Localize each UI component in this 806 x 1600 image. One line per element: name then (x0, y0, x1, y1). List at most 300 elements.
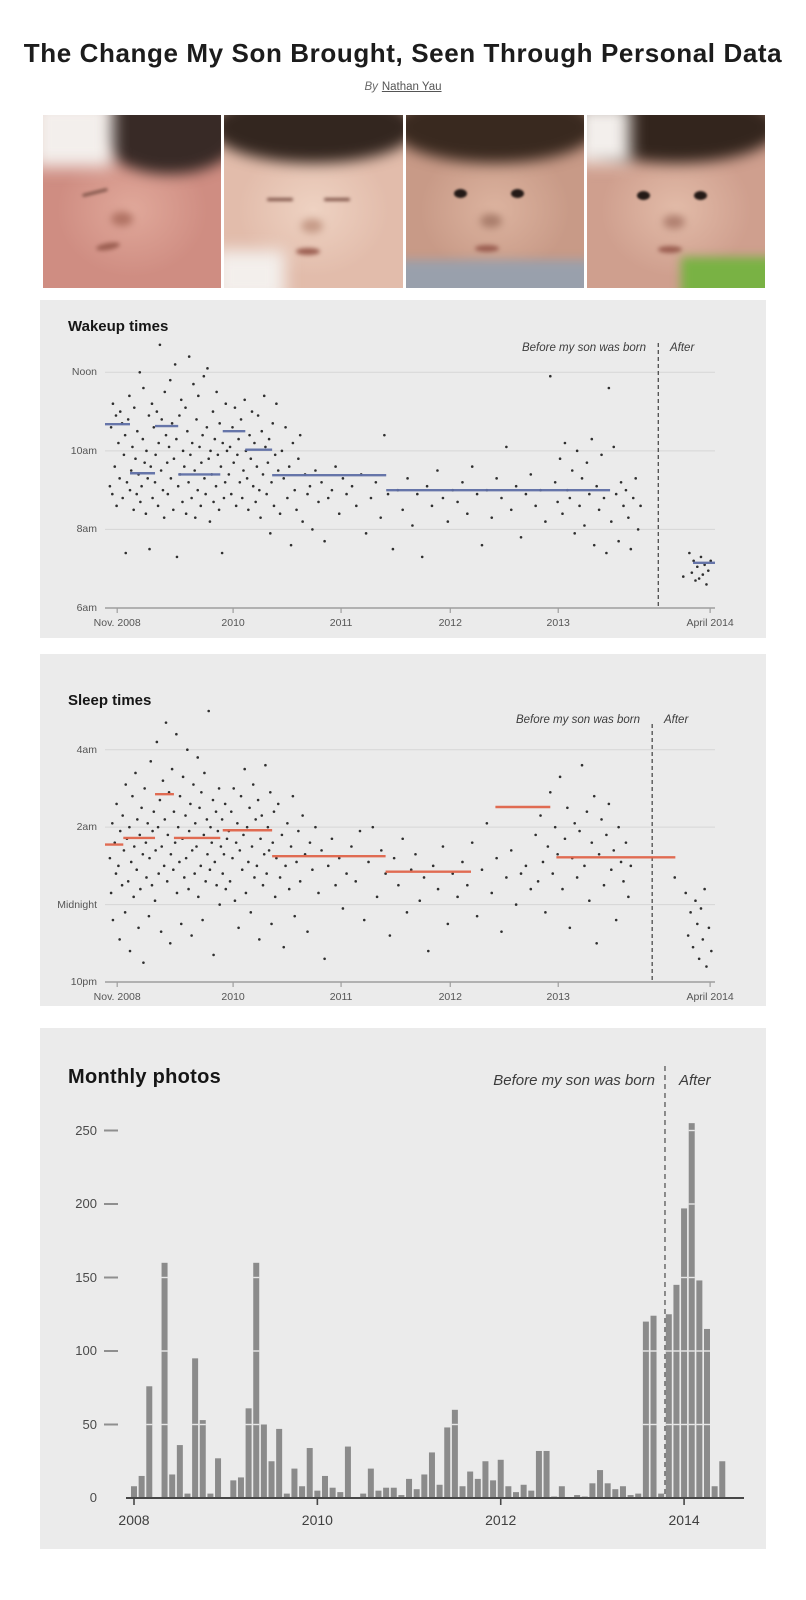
scatter-point (197, 395, 200, 398)
scatter-point (705, 583, 708, 586)
scatter-point (151, 830, 154, 833)
scatter-point (193, 469, 196, 472)
scatter-point (160, 930, 163, 933)
scatter-point (437, 888, 440, 891)
scatter-point (181, 501, 184, 504)
scatter-point (610, 520, 613, 523)
scatter-point (622, 880, 625, 883)
scatter-point (320, 849, 323, 852)
scatter-point (128, 395, 131, 398)
month-bar (269, 1461, 275, 1498)
baby-photo-1 (43, 115, 221, 288)
scatter-point (188, 355, 191, 358)
scatter-point (209, 826, 212, 829)
scatter-point (327, 497, 330, 500)
scatter-point (295, 508, 298, 511)
month-bar (406, 1479, 412, 1498)
scatter-point (691, 571, 694, 574)
scatter-point (273, 810, 276, 813)
scatter-point (224, 481, 227, 484)
scatter-point (292, 795, 295, 798)
month-bar (238, 1477, 244, 1498)
scatter-point (561, 888, 564, 891)
scatter-point (286, 497, 289, 500)
month-bar (475, 1479, 481, 1498)
background-highlight (587, 115, 630, 163)
x-axis-label: 2008 (118, 1512, 150, 1528)
scatter-point (251, 410, 254, 413)
scatter-point (282, 477, 285, 480)
scatter-point (185, 512, 188, 515)
scatter-point (401, 508, 404, 511)
scatter-point (301, 520, 304, 523)
scatter-point (115, 803, 118, 806)
scatter-point (124, 783, 127, 786)
scatter-point (220, 845, 223, 848)
photos-bar-canvas (40, 1028, 766, 1549)
scatter-point (461, 861, 464, 864)
scatter-point (608, 387, 611, 390)
scatter-point (212, 410, 215, 413)
scatter-point (224, 803, 227, 806)
scatter-point (214, 861, 217, 864)
scatter-point (311, 868, 314, 871)
scatter-point (556, 853, 559, 856)
scatter-point (345, 872, 348, 875)
y-axis-label: Noon (71, 366, 97, 379)
scatter-point (157, 826, 160, 829)
scatter-point (392, 548, 395, 551)
x-axis-label: 2012 (485, 1512, 517, 1528)
scatter-point (416, 493, 419, 496)
month-bar (452, 1410, 458, 1498)
after-birth-annotation: After (670, 342, 695, 354)
scatter-point (293, 915, 296, 918)
scatter-point (159, 799, 162, 802)
y-axis-label: 4am (76, 743, 97, 756)
scatter-point (288, 465, 291, 468)
scatter-point (525, 493, 528, 496)
scatter-point (136, 818, 139, 821)
scatter-point (306, 930, 309, 933)
scatter-point (231, 857, 234, 860)
scatter-point (145, 512, 148, 515)
scatter-point (254, 501, 257, 504)
scatter-point (471, 841, 474, 844)
scatter-point (167, 493, 170, 496)
scatter-point (603, 497, 606, 500)
scatter-point (171, 768, 174, 771)
scatter-point (166, 880, 169, 883)
scatter-point (578, 505, 581, 508)
scatter-point (121, 884, 124, 887)
scatter-point (234, 406, 237, 409)
scatter-point (256, 465, 259, 468)
scatter-point (221, 442, 224, 445)
scatter-point (189, 803, 192, 806)
scatter-point (559, 776, 562, 779)
month-bar (559, 1486, 565, 1498)
scatter-point (209, 868, 212, 871)
scatter-point (130, 469, 133, 472)
y-axis-label: 2am (76, 821, 97, 834)
scatter-point (206, 853, 209, 856)
scatter-point (218, 787, 221, 790)
scatter-point (687, 934, 690, 937)
scatter-point (447, 520, 450, 523)
scatter-point (203, 772, 206, 775)
scatter-point (232, 461, 235, 464)
scatter-point (702, 573, 705, 576)
scatter-point (123, 849, 126, 852)
scatter-point (637, 528, 640, 531)
scatter-point (617, 540, 620, 543)
scatter-point (146, 822, 149, 825)
scatter-point (406, 911, 409, 914)
scatter-point (145, 841, 148, 844)
scatter-point (115, 414, 118, 417)
scatter-point (615, 493, 618, 496)
scatter-point (142, 961, 145, 964)
scatter-point (129, 950, 132, 953)
month-bar (246, 1408, 252, 1498)
scatter-point (121, 814, 124, 817)
scatter-point (515, 903, 518, 906)
scatter-point (135, 493, 138, 496)
scatter-point (694, 899, 697, 902)
open-eye-icon (694, 191, 707, 200)
scatter-point (684, 892, 687, 895)
scatter-point (257, 799, 260, 802)
scatter-point (149, 760, 152, 763)
scatter-point (571, 469, 574, 472)
scatter-point (544, 520, 547, 523)
month-bar (200, 1420, 206, 1498)
scatter-point (182, 450, 185, 453)
scatter-point (183, 465, 186, 468)
scatter-point (588, 493, 591, 496)
month-bar (169, 1474, 175, 1498)
scatter-point (235, 841, 238, 844)
scatter-point (564, 442, 567, 445)
scatter-point (542, 861, 545, 864)
scatter-point (559, 457, 562, 460)
month-bar (368, 1469, 374, 1498)
scatter-point (207, 457, 210, 460)
scatter-point (148, 414, 151, 417)
scatter-point (306, 493, 309, 496)
scatter-point (159, 343, 162, 346)
scatter-point (145, 876, 148, 879)
scatter-point (246, 826, 249, 829)
scatter-point (130, 861, 133, 864)
scatter-point (707, 569, 710, 572)
scatter-point (143, 787, 146, 790)
scatter-point (259, 516, 262, 519)
scatter-point (226, 450, 229, 453)
scatter-point (700, 556, 703, 559)
scatter-point (281, 450, 284, 453)
scatter-point (129, 489, 132, 492)
scatter-point (564, 837, 567, 840)
month-bar (414, 1489, 420, 1498)
month-bar (139, 1476, 145, 1498)
scatter-point (263, 853, 266, 856)
scatter-point (418, 899, 421, 902)
scatter-point (243, 398, 246, 401)
scatter-point (140, 806, 143, 809)
scatter-point (495, 857, 498, 860)
scatter-point (314, 469, 317, 472)
scatter-point (288, 888, 291, 891)
scatter-point (259, 837, 262, 840)
scatter-point (172, 508, 175, 511)
scatter-point (292, 442, 295, 445)
scatter-point (192, 383, 195, 386)
month-bar (719, 1461, 725, 1498)
scatter-point (145, 450, 148, 453)
scatter-point (520, 536, 523, 539)
wakeup-host-canvas (40, 300, 766, 638)
scatter-point (334, 884, 337, 887)
scatter-point (314, 826, 317, 829)
scatter-point (617, 826, 620, 829)
month-bar (544, 1451, 550, 1498)
scatter-point (223, 497, 226, 500)
scatter-point (264, 764, 267, 767)
scatter-point (174, 841, 177, 844)
scatter-point (239, 849, 242, 852)
scatter-point (203, 375, 206, 378)
baby-nose (111, 212, 133, 226)
month-bar (528, 1491, 534, 1498)
scatter-point (228, 473, 231, 476)
scatter-point (148, 857, 151, 860)
month-bar (421, 1474, 427, 1498)
scatter-point (230, 810, 233, 813)
scatter-point (245, 892, 248, 895)
scatter-point (510, 849, 513, 852)
scatter-point (201, 919, 204, 922)
month-bar (307, 1448, 313, 1498)
month-bar (605, 1483, 611, 1498)
month-bar (643, 1322, 649, 1498)
scatter-point (212, 954, 215, 957)
scatter-point (127, 418, 130, 421)
scatter-point (432, 865, 435, 868)
scatter-point (173, 457, 176, 460)
author-link[interactable]: Nathan Yau (381, 81, 442, 93)
scatter-point (138, 371, 141, 374)
scatter-point (248, 434, 251, 437)
scatter-point (267, 461, 270, 464)
scatter-point (109, 485, 112, 488)
month-bar (536, 1451, 542, 1498)
monthly-photos-bar-chart (40, 1028, 766, 1549)
monthly-photos-chart-panel (40, 1028, 766, 1549)
scatter-point (196, 756, 199, 759)
scatter-point (191, 442, 194, 445)
scatter-point (241, 497, 244, 500)
scatter-point (466, 884, 469, 887)
after-birth-annotation: After (664, 714, 689, 726)
month-bar (437, 1485, 443, 1498)
scatter-point (254, 818, 257, 821)
scatter-point (281, 834, 284, 837)
y-axis-label: 50 (82, 1416, 97, 1432)
blanket-highlight (224, 250, 285, 288)
scatter-point (466, 512, 469, 515)
scatter-point (134, 457, 137, 460)
scatter-point (279, 512, 282, 515)
month-bar (589, 1483, 595, 1498)
scatter-point (323, 957, 326, 960)
month-bar (460, 1486, 466, 1498)
scatter-point (365, 532, 368, 535)
scatter-point (203, 834, 206, 837)
scatter-point (632, 497, 635, 500)
monthly-photos-chart-title: Monthly photos (68, 1066, 222, 1088)
closed-eye-icon (324, 198, 350, 201)
scatter-point (123, 453, 126, 456)
scatter-point (197, 896, 200, 899)
scatter-point (229, 446, 232, 449)
x-axis-label: 2011 (329, 617, 353, 629)
scatter-point (170, 477, 173, 480)
scatter-point (165, 721, 168, 724)
scatter-point (331, 489, 334, 492)
scatter-point (156, 410, 159, 413)
scatter-point (274, 453, 277, 456)
byline-prefix: By (364, 81, 378, 93)
scatter-point (525, 865, 528, 868)
scatter-point (625, 489, 628, 492)
scatter-point (471, 465, 474, 468)
wakeup-times-chart-panel (40, 300, 766, 638)
scatter-point (217, 830, 220, 833)
scatter-point (269, 791, 272, 794)
x-axis-label: 2012 (438, 617, 462, 629)
baby-mouth (475, 245, 499, 252)
scatter-point (193, 872, 196, 875)
scatter-point (242, 834, 245, 837)
month-bar (666, 1314, 672, 1498)
scatter-point (127, 880, 130, 883)
scatter-point (121, 497, 124, 500)
y-axis-label: 250 (75, 1122, 97, 1138)
scatter-point (241, 868, 244, 871)
scatter-point (118, 477, 121, 480)
scatter-point (177, 826, 180, 829)
scatter-point (175, 438, 178, 441)
scatter-point (183, 876, 186, 879)
scatter-point (224, 402, 227, 405)
scatter-point (111, 493, 114, 496)
scatter-point (167, 834, 170, 837)
x-axis-label: Nov. 2008 (93, 617, 141, 629)
scatter-point (605, 552, 608, 555)
scatter-point (142, 438, 145, 441)
x-axis-label: April 2014 (686, 617, 734, 629)
month-bar (299, 1486, 305, 1498)
scatter-point (338, 512, 341, 515)
scatter-point (389, 934, 392, 937)
scatter-point (258, 938, 261, 941)
scatter-point (359, 830, 362, 833)
scatter-point (187, 888, 190, 891)
scatter-point (217, 453, 220, 456)
scatter-point (180, 398, 183, 401)
scatter-point (265, 872, 268, 875)
scatter-point (698, 577, 701, 580)
month-bar (612, 1489, 618, 1498)
month-bar (704, 1329, 710, 1498)
green-outfit (681, 257, 765, 288)
scatter-point (201, 434, 204, 437)
scatter-point (176, 556, 179, 559)
scatter-point (537, 880, 540, 883)
scatter-point (634, 477, 637, 480)
scatter-point (180, 923, 183, 926)
scatter-point (698, 957, 701, 960)
x-axis-label: April 2014 (686, 991, 734, 1003)
scatter-point (295, 861, 298, 864)
scatter-point (223, 853, 226, 856)
scatter-point (139, 501, 142, 504)
scatter-point (134, 772, 137, 775)
y-axis-label: 150 (75, 1269, 97, 1285)
month-bar (696, 1280, 702, 1498)
scatter-point (220, 465, 223, 468)
scatter-point (267, 826, 270, 829)
scatter-point (242, 469, 245, 472)
scatter-point (128, 826, 131, 829)
scatter-point (534, 834, 537, 837)
scatter-point (200, 791, 203, 794)
scatter-point (363, 919, 366, 922)
scatter-point (165, 434, 168, 437)
scatter-point (710, 950, 713, 953)
scatter-point (170, 853, 173, 856)
scatter-point (132, 896, 135, 899)
month-bar (651, 1316, 657, 1498)
scatter-point (529, 888, 532, 891)
scatter-point (186, 430, 189, 433)
scatter-point (327, 865, 330, 868)
scatter-point (620, 861, 623, 864)
scatter-point (224, 888, 227, 891)
scatter-point (529, 473, 532, 476)
month-bar (490, 1480, 496, 1498)
scatter-point (119, 410, 122, 413)
scatter-point (151, 497, 154, 500)
scatter-point (199, 865, 202, 868)
scatter-point (110, 892, 113, 895)
scatter-point (236, 453, 239, 456)
month-bar (345, 1447, 351, 1498)
scatter-point (476, 493, 479, 496)
scatter-point (172, 868, 175, 871)
scatter-point (195, 418, 198, 421)
scatter-point (383, 434, 386, 437)
scatter-point (264, 446, 267, 449)
open-eye-icon (637, 191, 650, 200)
month-bar (391, 1488, 397, 1498)
scatter-point (124, 434, 127, 437)
scatter-point (177, 485, 180, 488)
scatter-point (239, 481, 242, 484)
scatter-point (581, 477, 584, 480)
